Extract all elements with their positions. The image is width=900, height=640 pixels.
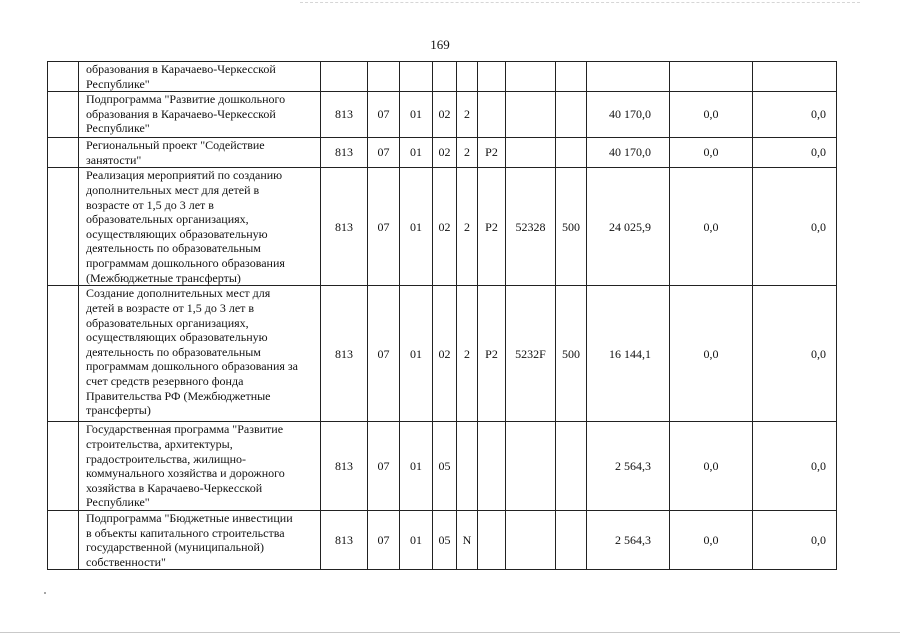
subsection-code-cell: 01	[400, 510, 433, 569]
section-code-cell: 07	[368, 92, 400, 138]
scan-speck	[44, 592, 46, 594]
program-code-cell: 05	[433, 422, 457, 511]
direction-code-cell	[506, 422, 556, 511]
program-code-cell	[433, 62, 457, 92]
scan-artifact-bottom	[0, 632, 900, 633]
direction-code-cell: 52328	[506, 168, 556, 286]
amount-year2-cell: 0,0	[670, 138, 753, 168]
scan-artifact-top	[300, 2, 860, 3]
subprogram-code-cell: 2	[457, 92, 478, 138]
index-cell	[48, 62, 79, 92]
expense-type-code-cell	[556, 92, 587, 138]
table-row	[48, 286, 837, 422]
amount-year1-cell	[587, 62, 670, 92]
section-code-cell: 07	[368, 286, 400, 422]
table-row	[48, 510, 837, 569]
index-cell	[48, 138, 79, 168]
agency-code-cell: 813	[321, 510, 368, 569]
description-cell: Региональный проект "Содействие занятости"	[79, 138, 321, 168]
program-code-cell: 02	[433, 138, 457, 168]
amount-year1-cell: 40 170,0	[587, 92, 670, 138]
amount-year1-cell: 2 564,3	[587, 422, 670, 511]
subsection-code-cell: 01	[400, 92, 433, 138]
expense-type-code-cell	[556, 138, 587, 168]
expense-type-code-cell	[556, 422, 587, 511]
subprogram-code-cell	[457, 62, 478, 92]
project-code-cell: P2	[478, 286, 506, 422]
description-cell: Подпрограмма "Бюджетные инвестиции в объекты капитального строительства государственной (муниципальной) собственности"	[79, 510, 321, 569]
amount-year1-cell: 16 144,1	[587, 286, 670, 422]
project-code-cell	[478, 62, 506, 92]
amount-year3-cell: 0,0	[753, 168, 837, 286]
index-cell	[48, 168, 79, 286]
section-code-cell	[368, 62, 400, 92]
subsection-code-cell: 01	[400, 422, 433, 511]
index-cell	[48, 92, 79, 138]
table-row	[48, 168, 837, 286]
description-cell: Государственная программа "Развитие строительства, архитектуры, градостроительства, жилищно- коммунального хозяйства и дорожного хозяйства в Карачаево-Черкесской Республике"	[79, 422, 321, 511]
agency-code-cell: 813	[321, 138, 368, 168]
program-code-cell: 05	[433, 510, 457, 569]
amount-year3-cell: 0,0	[753, 138, 837, 168]
direction-code-cell	[506, 138, 556, 168]
project-code-cell: P2	[478, 138, 506, 168]
project-code-cell	[478, 92, 506, 138]
expense-type-code-cell: 500	[556, 286, 587, 422]
direction-code-cell	[506, 62, 556, 92]
subprogram-code-cell: N	[457, 510, 478, 569]
budget-table-body	[48, 62, 837, 570]
program-code-cell: 02	[433, 286, 457, 422]
table-row	[48, 138, 837, 168]
amount-year2-cell	[670, 62, 753, 92]
amount-year2-cell: 0,0	[670, 168, 753, 286]
subsection-code-cell: 01	[400, 286, 433, 422]
amount-year3-cell: 0,0	[753, 422, 837, 511]
program-code-cell: 02	[433, 92, 457, 138]
section-code-cell: 07	[368, 138, 400, 168]
project-code-cell	[478, 422, 506, 511]
section-code-cell: 07	[368, 422, 400, 511]
description-cell: Подпрограмма "Развитие дошкольного образования в Карачаево-Черкесской Республике"	[79, 92, 321, 138]
expense-type-code-cell	[556, 62, 587, 92]
agency-code-cell: 813	[321, 92, 368, 138]
agency-code-cell: 813	[321, 422, 368, 511]
expense-type-code-cell	[556, 510, 587, 569]
description-cell: Создание дополнительных мест для детей в возрасте от 1,5 до 3 лет в образовательных организациях, осуществляющих образовательную деятельность по образовательным программам дошкольного образования за счет средств резервного фонда Правительства РФ (Межбюджетные трансферты)	[79, 286, 321, 422]
direction-code-cell	[506, 510, 556, 569]
subsection-code-cell	[400, 62, 433, 92]
budget-table	[47, 61, 837, 570]
subsection-code-cell: 01	[400, 168, 433, 286]
section-code-cell: 07	[368, 168, 400, 286]
page-number: 169	[430, 37, 450, 52]
amount-year3-cell: 0,0	[753, 92, 837, 138]
subprogram-code-cell: 2	[457, 286, 478, 422]
subprogram-code-cell	[457, 422, 478, 511]
description-cell: образования в Карачаево-Черкесской Республике"	[79, 62, 321, 92]
amount-year2-cell: 0,0	[670, 422, 753, 511]
amount-year2-cell: 0,0	[670, 286, 753, 422]
subprogram-code-cell: 2	[457, 138, 478, 168]
program-code-cell: 02	[433, 168, 457, 286]
amount-year2-cell: 0,0	[670, 92, 753, 138]
amount-year1-cell: 40 170,0	[587, 138, 670, 168]
subprogram-code-cell: 2	[457, 168, 478, 286]
amount-year1-cell: 24 025,9	[587, 168, 670, 286]
index-cell	[48, 422, 79, 511]
direction-code-cell	[506, 92, 556, 138]
index-cell	[48, 510, 79, 569]
table-row	[48, 62, 837, 92]
agency-code-cell: 813	[321, 168, 368, 286]
amount-year2-cell: 0,0	[670, 510, 753, 569]
project-code-cell	[478, 510, 506, 569]
subsection-code-cell: 01	[400, 138, 433, 168]
index-cell	[48, 286, 79, 422]
table-row	[48, 92, 837, 138]
project-code-cell: P2	[478, 168, 506, 286]
agency-code-cell	[321, 62, 368, 92]
agency-code-cell: 813	[321, 286, 368, 422]
direction-code-cell: 5232F	[506, 286, 556, 422]
table-row	[48, 422, 837, 511]
expense-type-code-cell: 500	[556, 168, 587, 286]
section-code-cell: 07	[368, 510, 400, 569]
amount-year3-cell: 0,0	[753, 286, 837, 422]
amount-year3-cell: 0,0	[753, 510, 837, 569]
amount-year3-cell	[753, 62, 837, 92]
amount-year1-cell: 2 564,3	[587, 510, 670, 569]
description-cell: Реализация мероприятий по созданию дополнительных мест для детей в возрасте от 1,5 до 3 лет в образовательных организациях, осуществляющих образовательную деятельность по образовательным программам дошкольного образования (Межбюджетные трансферты)	[79, 168, 321, 286]
